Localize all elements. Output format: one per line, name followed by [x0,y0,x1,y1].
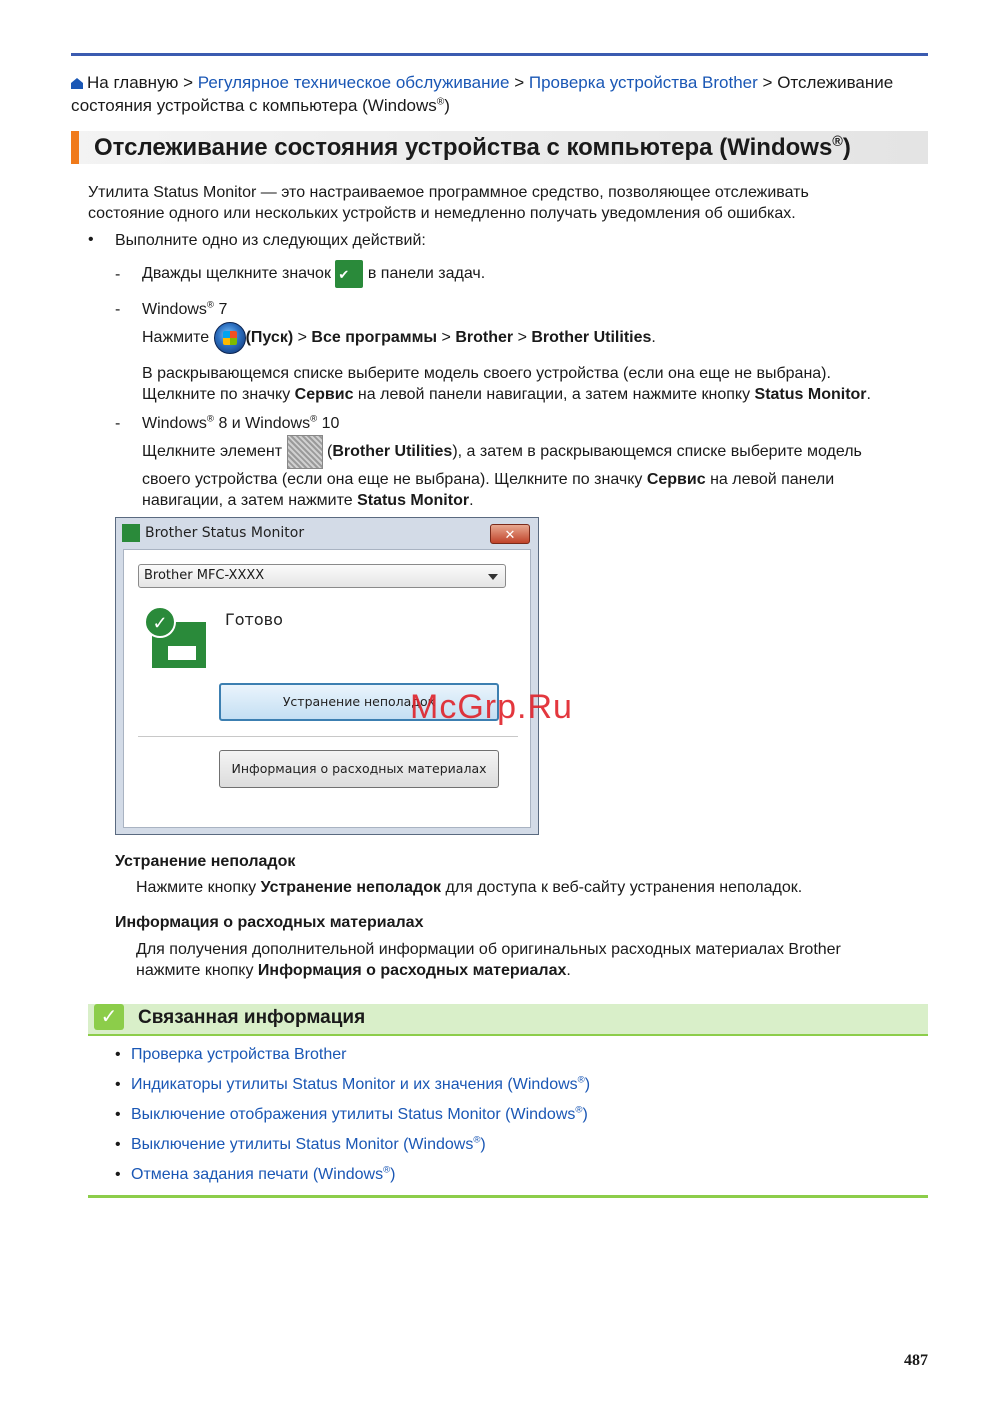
title-accent [71,131,79,164]
breadcrumb-link-check[interactable]: Проверка устройства Brother [528,73,758,92]
def-supplies-desc: Для получения дополнительной информации об оригинальных расходных материалах Brother нажмите кнопку Информация о расходных материалах. [136,941,841,979]
related-link[interactable]: Индикаторы утилиты Status Monitor и их значения (Windows®) [131,1074,591,1093]
related-info-header [88,1004,928,1036]
main-bullet: • [88,231,94,248]
list-item [115,1105,590,1135]
breadcrumb-current: Отслеживание состояния устройства с компьютера (Windows®) [71,73,894,115]
related-link[interactable]: Выключение утилиты Status Monitor (Windows®) [131,1134,486,1153]
windows-start-icon [214,322,246,354]
breadcrumb-home[interactable]: На главную [87,73,179,92]
related-link[interactable]: Проверка устройства Brother [131,1046,347,1063]
related-link[interactable]: Отмена задания печати (Windows®) [131,1164,396,1183]
troubleshoot-button[interactable]: Устранение неполадок [219,683,499,721]
def-supplies-term: Информация о расходных материалах [115,914,424,931]
chevron-down-icon [488,574,498,580]
page-number: 487 [904,1352,928,1369]
check-icon: ✓ [144,606,176,638]
step2-path: Нажмите (Пуск) > Все программы > Brother > Brother Utilities. [142,321,656,355]
list-item [115,1045,590,1075]
window-title: Brother Status Monitor [145,525,305,541]
step1-text: Дважды щелкните значок ✔ в панели задач. [142,259,485,289]
related-link[interactable]: Выключение отображения утилиты Status Monitor (Windows®) [131,1104,588,1123]
step2-instructions: В раскрывающемся списке выберите модель своего устройства (если она еще не выбрана). Щелкните по значку Сервис на левой панели навигации, а затем нажмите кнопку Status Monitor. [142,365,871,403]
model-select[interactable]: Brother MFC-XXXX [138,564,506,588]
breadcrumb-link-maintenance[interactable]: Регулярное техническое обслуживание [197,73,510,92]
top-rule [71,53,928,56]
bottom-rule [88,1195,928,1198]
step3-dash: - [115,415,121,432]
divider [138,736,518,737]
list-item [115,1135,590,1165]
page-title-bar [71,131,928,164]
page-title: Отслеживание состояния устройства с компьютера (Windows®) [94,134,851,161]
status-text: Готово [225,610,283,629]
breadcrumb: На главную > Регулярное техническое обслуживание > Проверка устройства Brother > Отслеживание состояния устройства с компьютера (Windows®) [71,73,894,115]
close-button[interactable]: ✕ [490,524,530,544]
app-icon [122,524,140,542]
brother-utilities-icon [287,435,323,469]
def-troubleshoot-desc: Нажмите кнопку Устранение неполадок для доступа к веб-сайту устранения неполадок. [136,879,803,896]
status-monitor-tray-icon [335,260,363,288]
def-troubleshoot-term: Устранение неполадок [115,853,296,870]
home-icon[interactable] [71,78,83,89]
supplies-info-button[interactable]: Информация о расходных материалах [219,750,499,788]
watermark: McGrp.Ru [410,688,573,726]
step3-os: Windows® 8 и Windows® 10 [142,413,340,432]
check-icon: ✓ [94,1004,124,1030]
step2-os: Windows® 7 [142,299,228,318]
status-monitor-window [115,517,539,835]
step2-dash: - [115,301,121,318]
list-item [115,1165,590,1195]
step3-line2: своего устройства (если она еще не выбрана). Щелкните по значку Сервис на левой панели навигации, а затем нажмите Status Monitor. [142,471,835,509]
step1-dash: - [115,266,121,283]
step3-line1: Щелкните элемент (Brother Utilities), а затем в раскрывающемся списке выберите модель [142,434,862,470]
main-bullet-text: Выполните одно из следующих действий: [115,232,426,249]
printer-status-icon [144,606,206,668]
related-info-title: Связанная информация [138,1007,366,1028]
intro-paragraph: Утилита Status Monitor — это настраиваемое программное средство, позволяющее отслеживать состояние одного или нескольких устройств и немедленно получать уведомления об ошибках. [88,184,809,222]
list-item [115,1075,590,1105]
related-links [115,1045,590,1195]
